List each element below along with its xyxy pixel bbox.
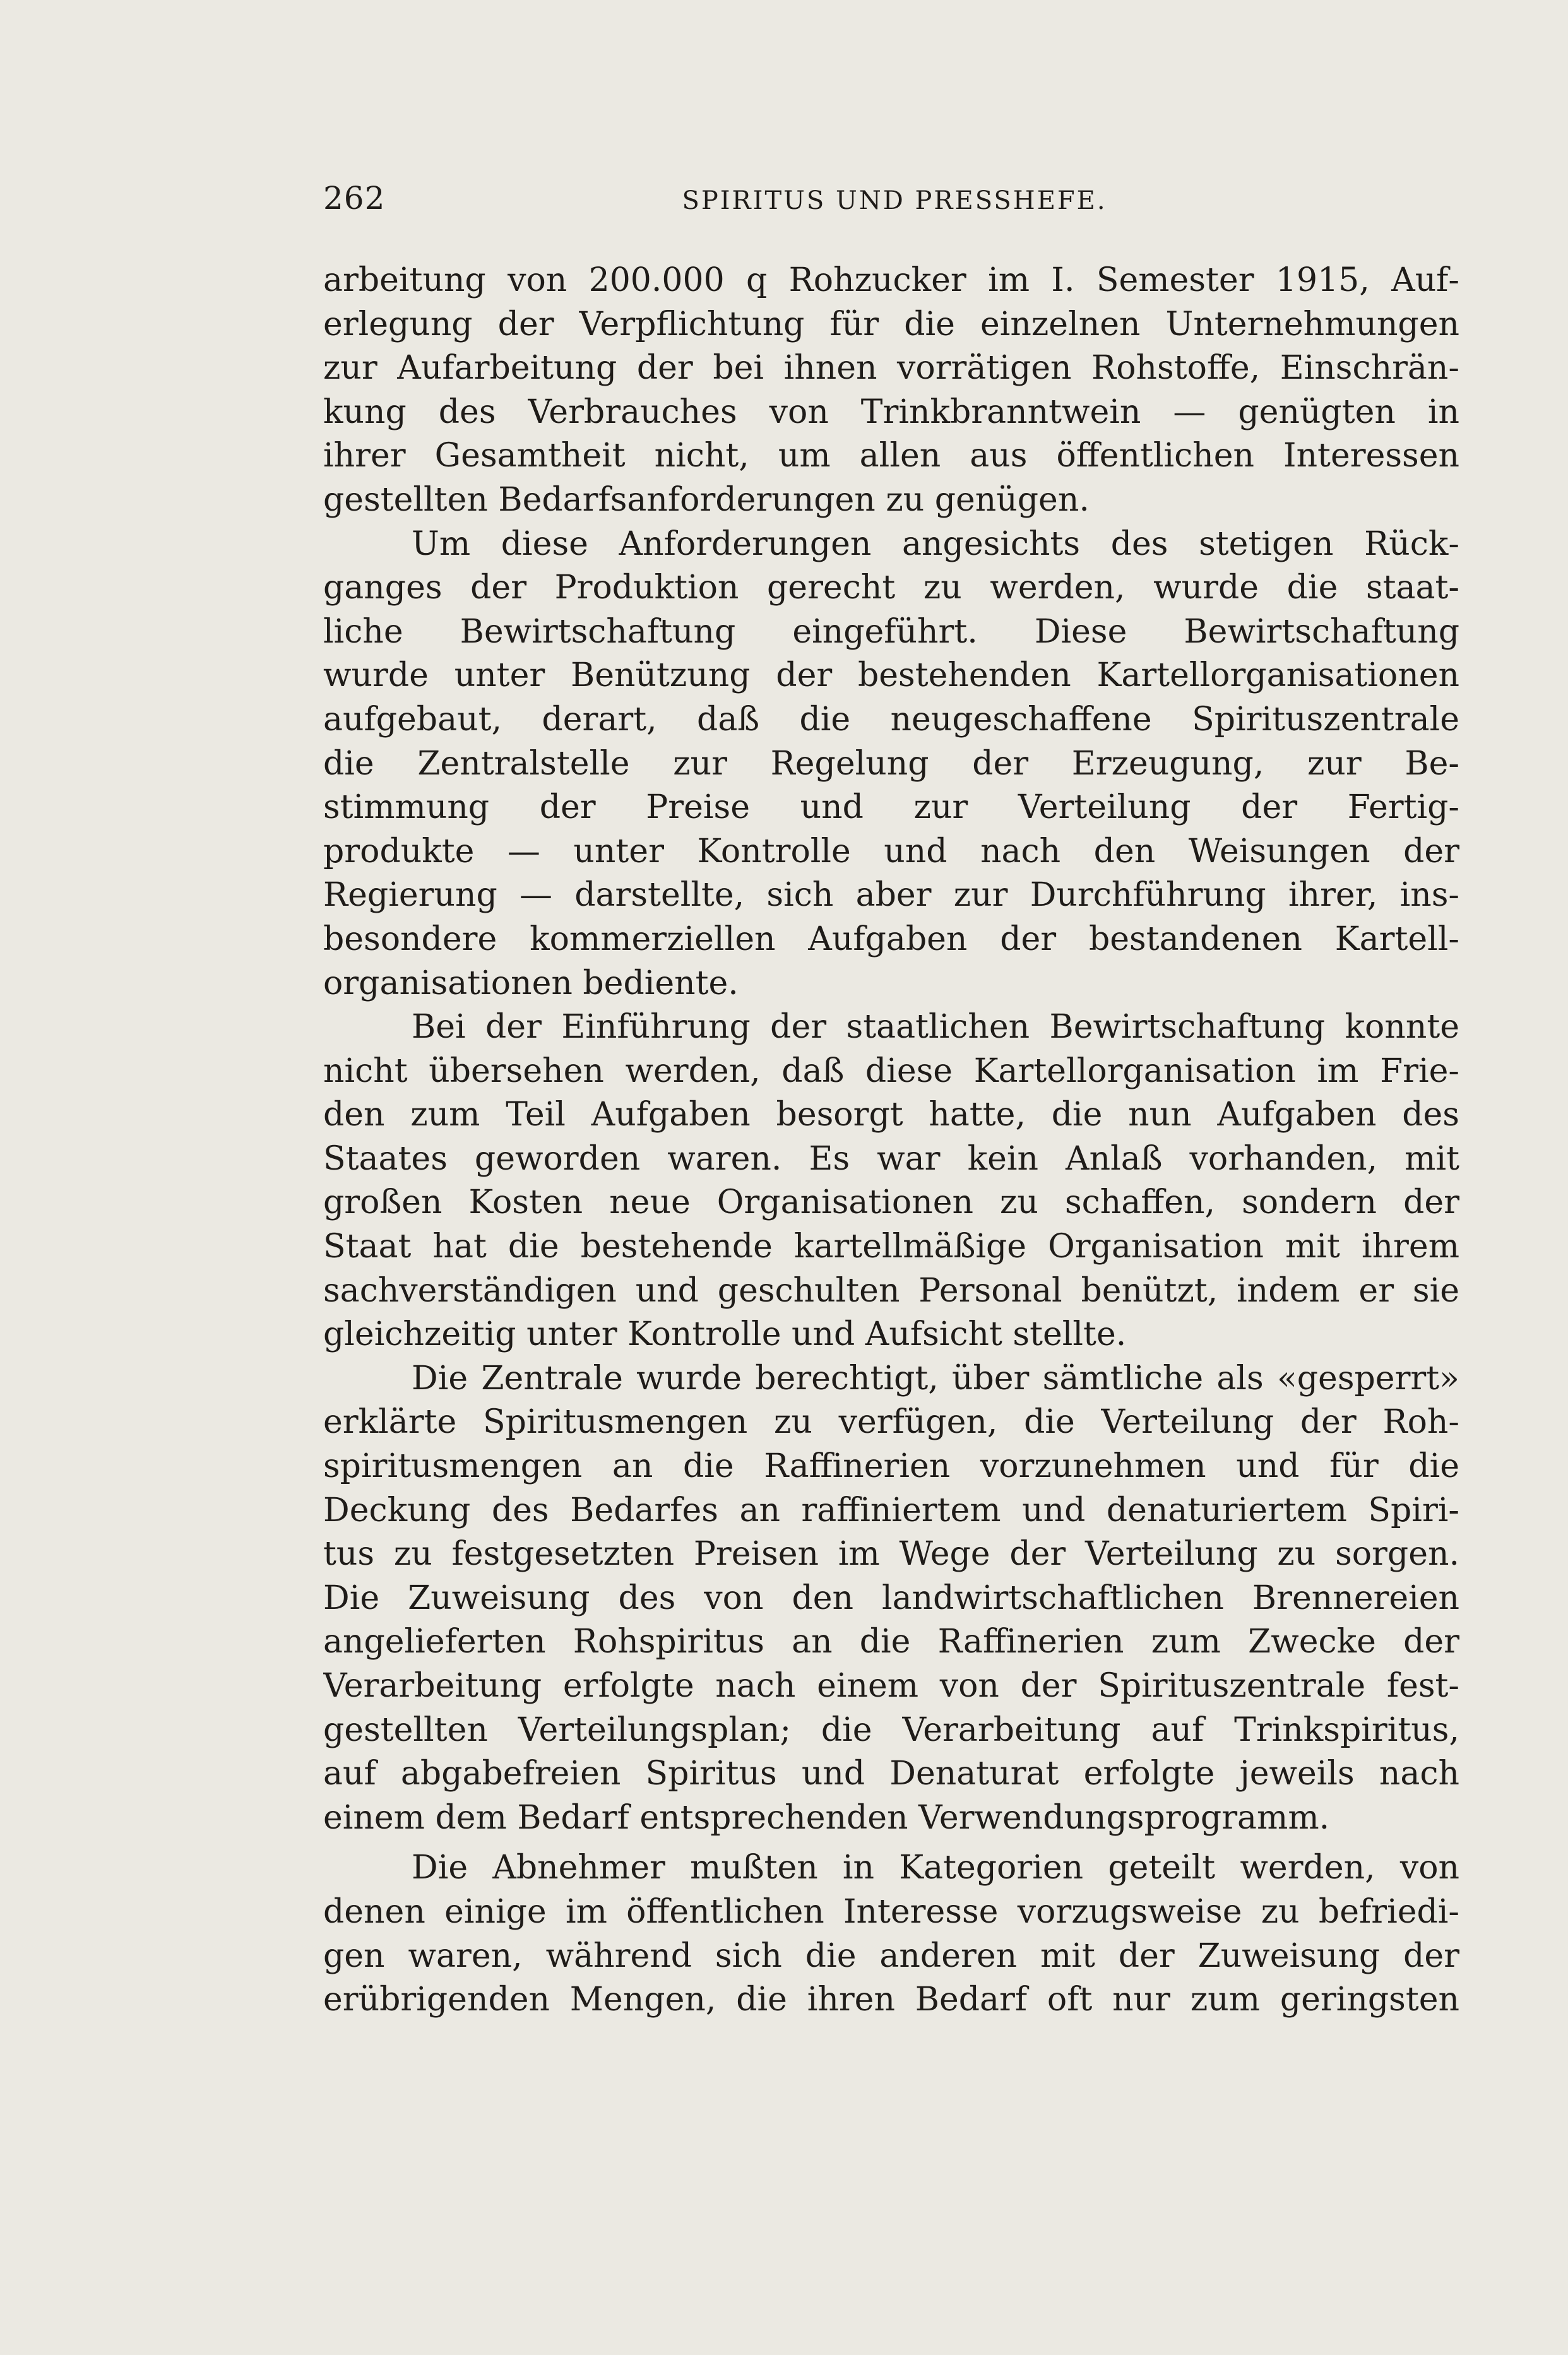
text-line: angelieferten Rohspiritus an die Raffinerien zum Zwecke der — [323, 1623, 1459, 1661]
page-number: 262 — [323, 180, 386, 217]
paragraph-first-line: Die Abnehmer mußten in Kategorien geteilt werden, von — [412, 1849, 1459, 1887]
text-line: ganges der Produktion gerecht zu werden, wurde die staat‐ — [323, 569, 1459, 607]
text-line: gestellten Bedarfsanforderungen zu genügen. — [323, 480, 1090, 519]
text-line: kung des Verbrauches von Trinkbranntwein — genügten in — [323, 393, 1459, 431]
text-line: den zum Teil Aufgaben besorgt hatte, die nun Aufgaben des — [323, 1096, 1459, 1134]
text-line: einem dem Bedarf entsprechenden Verwendungsprogramm. — [323, 1798, 1330, 1837]
text-line: Regierung — darstellte, sich aber zur Durchführung ihrer, ins‐ — [323, 876, 1459, 915]
text-line: zur Aufarbeitung der bei ihnen vorrätigen Rohstoffe, Einschrän‐ — [323, 349, 1459, 388]
body-text — [323, 259, 1459, 2022]
text-line: spiritusmengen an die Raffinerien vorzunehmen und für die — [323, 1447, 1459, 1486]
text-line: stimmung der Preise und zur Verteilung der Fertig‐ — [323, 788, 1459, 827]
paragraph-first-line: Um diese Anforderungen angesichts des stetigen Rück‐ — [412, 525, 1459, 563]
paragraph-first-line: Die Zentrale wurde berechtigt, über sämtliche als «gesperrt» — [412, 1359, 1459, 1397]
text-line: denen einige im öffentlichen Interesse vorzugsweise zu befriedi‐ — [323, 1892, 1459, 1931]
text-line: erklärte Spiritusmengen zu verfügen, die Verteilung der Roh‐ — [323, 1403, 1459, 1442]
page-header — [323, 180, 1459, 237]
text-line: Verarbeitung erfolgte nach einem von der Spirituszentrale fest‐ — [323, 1667, 1459, 1705]
text-line: produkte — unter Kontrolle und nach den Weisungen der — [323, 832, 1459, 870]
text-line: gestellten Verteilungsplan; die Verarbeitung auf Trinkspiritus, — [323, 1711, 1459, 1749]
text-line: nicht übersehen werden, daß diese Kartellorganisation im Frie‐ — [323, 1052, 1459, 1090]
text-line: auf abgabefreien Spiritus und Denaturat erfolgte jeweils nach — [323, 1755, 1459, 1793]
text-line: organisationen bediente. — [323, 964, 739, 1002]
text-line: Staates geworden waren. Es war kein Anlaß vorhanden, mit — [323, 1139, 1459, 1178]
text-line: erlegung der Verpflichtung für die einzelnen Unternehmungen — [323, 305, 1459, 343]
text-line: ihrer Gesamtheit nicht, um allen aus öffentlichen Interessen — [323, 437, 1459, 475]
text-line: besondere kommerziellen Aufgaben der bestandenen Kartell‐ — [323, 920, 1459, 958]
text-line: Die Zuweisung des von den landwirtschaftlichen Brennereien — [323, 1579, 1459, 1617]
text-line: sachverständigen und geschulten Personal benützt, indem er sie — [323, 1271, 1459, 1310]
text-line: Staat hat die bestehende kartellmäßige Organisation mit ihrem — [323, 1228, 1459, 1266]
running-title: SPIRITUS UND PRESSHEFE. — [682, 186, 1107, 215]
text-line: tus zu festgesetzten Preisen im Wege der Verteilung zu sorgen. — [323, 1535, 1459, 1574]
text-line: großen Kosten neue Organisationen zu schaffen, sondern der — [323, 1183, 1459, 1222]
text-line: gen waren, während sich die anderen mit der Zuweisung der — [323, 1937, 1459, 1975]
paragraph-first-line: Bei der Einführung der staatlichen Bewirtschaftung konnte — [412, 1008, 1459, 1047]
text-line: Deckung des Bedarfes an raffiniertem und denaturiertem Spiri‐ — [323, 1491, 1459, 1529]
text-line: aufgebaut, derart, daß die neugeschaffene Spirituszentrale — [323, 700, 1459, 739]
text-line: erübrigenden Mengen, die ihren Bedarf oft nur zum geringsten — [323, 1981, 1459, 2019]
text-line: arbeitung von 200.000 q Rohzucker im I. Semester 1915, Auf‐ — [323, 261, 1459, 299]
text-line: liche Bewirtschaftung eingeführt. Diese Bewirtschaftung — [323, 612, 1459, 651]
text-line: wurde unter Benützung der bestehenden Kartellorganisationen — [323, 656, 1459, 695]
text-line: gleichzeitig unter Kontrolle und Aufsicht stellte. — [323, 1315, 1127, 1354]
text-line: die Zentralstelle zur Regelung der Erzeugung, zur Be‐ — [323, 744, 1459, 783]
